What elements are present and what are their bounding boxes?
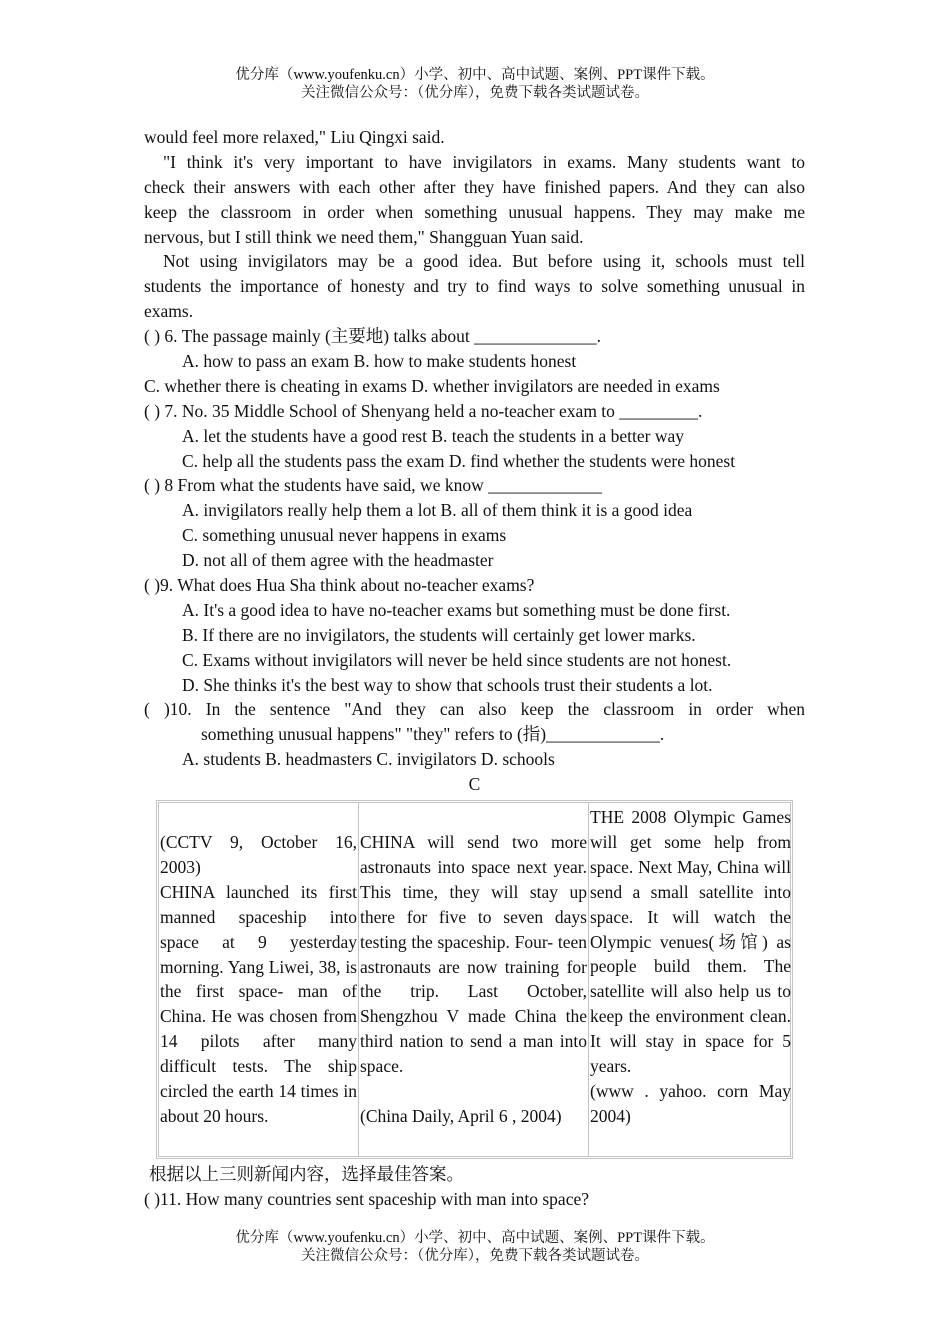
passage-line: Not using invigilators may be a good idea. But before using it, schools must tell — [163, 251, 805, 272]
header-line-1: 优分库（www.youfenku.cn）小学、初中、高中试题、案例、PPT课件下载。 — [235, 67, 715, 83]
instruction: 根据以上三则新闻内容，选择最佳答案。 — [149, 1164, 464, 1185]
question-9-option-a: A. It's a good idea to have no-teacher exams but something must be done first. — [182, 599, 731, 620]
news-source: (www . yahoo. corn May 2004) — [590, 1081, 791, 1126]
news-cell-yahoo — [589, 803, 792, 1156]
question-6-options-ab: A. how to pass an exam B. how to make students honest — [182, 351, 577, 372]
news-body: THE 2008 Olympic Games will get some help from space. Next May, China will send a small satellite into space. It will watch the Olympic venues(场馆) as people build them. The satellite will also help us to keep the environment clean. It will stay in space for 5 years. — [590, 807, 791, 1077]
news-source: (China Daily, April 6 , 2004) — [360, 1106, 562, 1126]
question-7-options-ab: A. let the students have a good rest B. teach the students in a better way — [182, 425, 685, 446]
passage-line: nervous, but I still think we need them," Shangguan Yuan said. — [144, 226, 584, 247]
passage-line: check their answers with each other after they have finished papers. And they can also — [144, 176, 805, 197]
footer-line-2: 关注微信公众号：（优分库），免费下载各类试题试卷。 — [301, 1248, 649, 1264]
question-8-option-d: D. not all of them agree with the headmaster — [182, 550, 494, 571]
page-footer — [0, 1229, 950, 1265]
question-9-stem: ( )9. What does Hua Sha think about no-teacher exams? — [144, 575, 535, 596]
header-line-2: 关注微信公众号：（优分库），免费下载各类试题试卷。 — [301, 85, 649, 101]
question-11-stem: ( )11. How many countries sent spaceship with man into space? — [144, 1188, 590, 1209]
question-10-stem-cont: something unusual happens" "they" refers to (指)_____________. — [201, 724, 665, 745]
passage-line: keep the classroom in order when something unusual happens. They may make me — [144, 201, 805, 222]
page-header — [0, 66, 950, 102]
question-8-option-c: C. something unusual never happens in exams — [182, 525, 507, 546]
question-10-stem: ( )10. In the sentence "And they can also keep the classroom in order when — [144, 699, 805, 720]
question-8-options-ab: A. invigilators really help them a lot B. all of them think it is a good idea — [182, 500, 693, 521]
question-7-options-cd: C. help all the students pass the exam D. find whether the students were honest — [182, 450, 736, 471]
passage-line: exams. — [144, 301, 194, 322]
question-8-stem: ( ) 8 From what the students have said, we know _____________ — [144, 475, 602, 496]
question-9-option-d: D. She thinks it's the best way to show that schools trust their students a lot. — [182, 674, 713, 695]
question-10-options: A. students B. headmasters C. invigilators D. schools — [182, 749, 555, 770]
question-9-option-b: B. If there are no invigilators, the students will certainly get lower marks. — [182, 624, 696, 645]
question-7-stem: ( ) 7. No. 35 Middle School of Shenyang held a no-teacher exam to _________. — [144, 400, 703, 421]
section-heading: C — [468, 774, 481, 795]
footer-line-1: 优分库（www.youfenku.cn）小学、初中、高中试题、案例、PPT课件下载。 — [235, 1230, 715, 1246]
passage-line: students the importance of honesty and try to find ways to solve something unusual in — [144, 276, 805, 297]
question-9-option-c: C. Exams without invigilators will never be held since students are not honest. — [182, 649, 732, 670]
news-table — [156, 800, 793, 1159]
news-body: CHINA launched its first manned spaceship into space at 9 yesterday morning. Yang Liwei, 38, is the first space- man of China. He was chosen from 14 pilots after many difficult tests. The ship circled the earth 14 times in about 20 hours. — [160, 881, 357, 1127]
question-6-stem: ( ) 6. The passage mainly (主要地) talks about ______________. — [144, 326, 602, 347]
passage-line: would feel more relaxed," Liu Qingxi said. — [144, 127, 445, 147]
news-body: CHINA will send two more astronauts into space next year. This time, they will stay up there for five to seven days testing the spaceship. Four- teen astronauts are now training for the trip. Last October, Shengzhou V made China the third nation to send a man into space. — [360, 832, 587, 1077]
news-source: (CCTV 9, October 16, 2003) — [160, 832, 357, 877]
passage-line: "I think it's very important to have invigilators in exams. Many students want to — [163, 151, 805, 172]
question-6-options-cd: C. whether there is cheating in exams D. whether invigilators are needed in exams — [144, 375, 720, 396]
news-cell-cctv — [159, 803, 359, 1156]
news-cell-china-daily — [359, 803, 589, 1156]
page-content — [144, 125, 805, 1212]
